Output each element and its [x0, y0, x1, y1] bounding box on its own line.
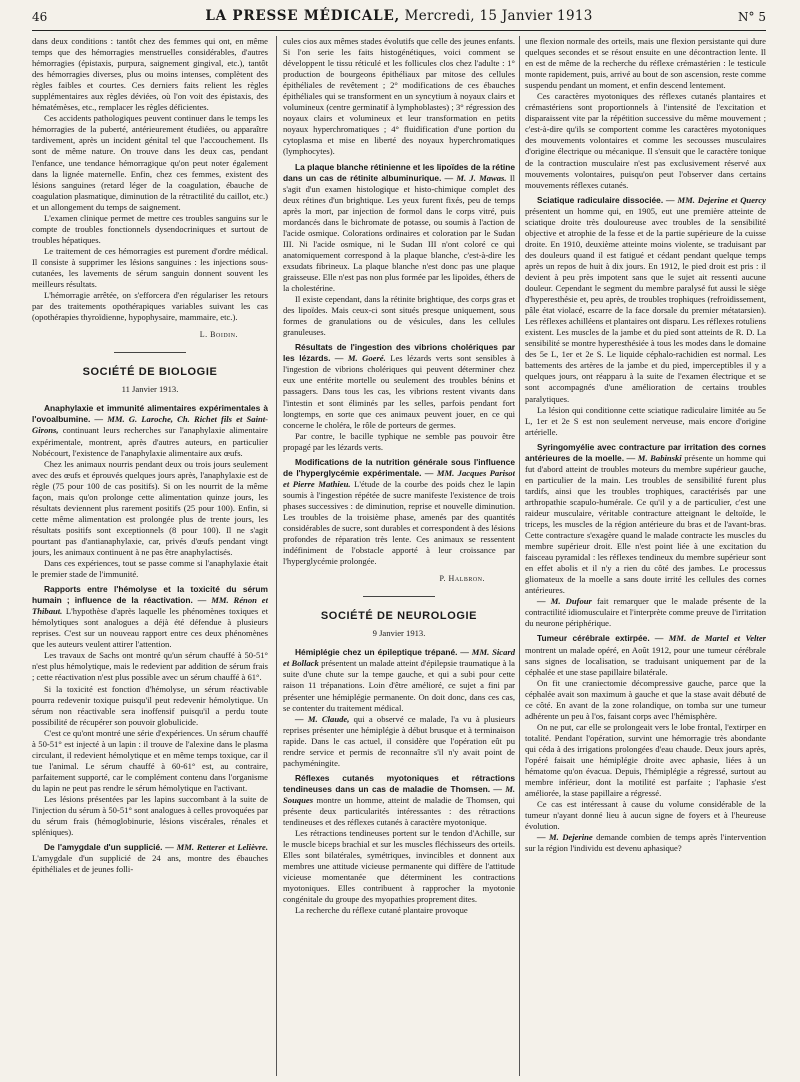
article-authors: — MM. Retterer et Lelièvre. [165, 842, 268, 853]
paragraph: Par contre, le bacille typhique ne semble pas pouvoir être propagé par les lézards verts. [283, 430, 515, 452]
page-number: 46 [32, 10, 48, 24]
section-divider [363, 596, 435, 597]
article-paragraph: La plaque blanche rétinienne et les lipoïdes de la rétine dans un cas de rétinite albuminurique. — M. J. Mawas. Il s'agit d'un examen histologique et histo-chimique complet des deux rétines d'un brightique. Les yeux furent fixés, peu de temps après la mort, par injection de formol dans le corps vitré, puis mordancés dans le bichromate de potasse, ou soumis à l'action de l'acide osmique. Colorations ordinaires et coloration par le Sudan III. Ni l'acide osmique, ni le Sudan III n'ont coloré ce qui anatomiquement correspond à la plaque blanche, c'est-à-dire les exsudats fibrineux. La plaque blanche n'est donc pas une plaque graisseuse. Elle n'est pas non plus formée par les lipoïdes, éthers de la cholestérine. [283, 161, 515, 294]
article-paragraph: Anaphylaxie et immunité alimentaires expérimentales à l'ovoalbumine. — MM. G. Laroche, Ch. Richet fils et Saint-Girons, continuant leurs recherches sur l'anaphylaxie alimentaire expérimentale, montrent, après d'autres auteurs, en particulier Nobécourt, l'existence de l'anaphylaxie alimentaire aux œufs. [32, 403, 268, 458]
article-authors: — M. Babinski [624, 452, 682, 463]
column-separator [276, 36, 277, 1076]
page-header [32, 4, 766, 28]
column-separator [519, 36, 520, 1076]
paragraph: On ne put, car elle se prolongeait vers le lobe frontal, l'extirper en totalité. Pendant l'opération, survint une hémorragie très abondante qui céda à des irrigations prolongées d'eau chaude. Deux jours après, l'opéré faisait une hémiplégie droite avec aphasie, liées à un hématome qu'on évacua. Depuis, l'hémiplégie a régressé, surtout au membre inférieur, dont la motilité est parfaite ; l'aphasie s'est améliorée, la stase papillaire a régressé. [525, 721, 766, 799]
article-paragraph: Tumeur cérébrale extirpée. — MM. de Martel et Velter montrent un malade opéré, en Août 1912, pour une tumeur cérébrale sans signes de localisation, se traduisant uniquement par de la céphalée et une stase papillaire bilatérale. [525, 633, 766, 677]
paragraph: Les lésions présentées par les lapins succombant à la suite de l'injection du sérum à 50-51° sont analogues à celles provoquées par du sérum frais (hémoglobinurie, lésions viscérales, rénales et spléniques). [32, 794, 268, 838]
section-title-biologie: SOCIÉTÉ DE BIOLOGIE [82, 366, 218, 379]
article-authors: — M. Claude, [295, 713, 350, 724]
column-1 [32, 36, 268, 1076]
article-paragraph: Hémiplégie chez un épileptique trépané. — MM. Sicard et Bollack présentent un malade atteint d'épilepsie traumatique à la suite d'une chute sur la tempe gauche, et qui a subi pour cette raison 11 trépanations. Loin d'être amélioré, ce sujet a fini par présenter une hémiplégie permanente. On doit donc, dans ces cas, se contenter du traitement médical. [283, 647, 515, 713]
paragraph: Ces caractères myotoniques des réflexes cutanés plantaires et crémastériens sont proportionnels à l'intensité de l'excitation et disparaissent vite par la répétition successive du même mouvement ; c'est-à-dire qu'ils se comportent comme les caractères myotoniques des mouvements volontaires et comme les secousses musculaires d'origine électrique ou mécanique. Il s'ensuit que le caractère tonique de la contraction musculaire n'est pas exclusivement réservé aux mouvements volontaires, puisqu'on peut l'observer dans certains mouvements réflexes cutanés. [525, 91, 766, 190]
article-heading: Syringomyélie avec contracture par irritation des cornes antérieures de la moelle. [525, 441, 766, 463]
paragraph: La lésion qui conditionne cette sciatique radiculaire limitée au 5e L, 1er et 2e S est non seulement nerveuse, mais encore d'origine artérielle. [525, 404, 766, 437]
article-paragraph: Réflexes cutanés myotoniques et rétractions tendineuses dans un cas de maladie de Thomsen. — M. Souques montre un homme, atteint de maladie de Thomsen, qui présente deux particularités intéressantes : des rétractions tendineuses et des réflexes cutanés à caractère myotonique. [283, 772, 515, 828]
article-authors: — M. Goeré. [330, 353, 386, 364]
paragraph: Ces accidents pathologiques peuvent continuer dans le temps les hémorragies de la puberté, antérieurement étudiées, ou apparaître tardivement, après un incident génital tel que l'accouchement. Ils sont de même nature. On trouve dans les deux cas, pendant l'enfance, une tendance hémorragique qu'on peut noter également dans la lignée maternelle. Enfin, chez ces femmes, existent des lésions sanguines (retard léger de la coagulation, ébauche de coagulation plasmatique, diminution de la rétractilité du caillot, etc.) et un allongement du temps de saignement. [32, 113, 268, 212]
article-paragraph: Syringomyélie avec contracture par irritation des cornes antérieures de la moelle. — M. Babinski présente un homme qui fut d'abord atteint de troubles moteurs du membre supérieur gauche, en particulier de la main. Les troubles de sensibilité furent plus tardifs, ainsi que les troubles trophiques, caractérisés par une arthropathie scapulo-humérale. Ce qu'il y a de particulier, c'est une raideur musculaire, véritable contracture atteignant le deltoïde, le triceps, les muscles de la région antérieure du bras et de l'avant-bras. Cette contracture s'exagère quand le malade contracte les muscles du membre supérieur droit. Elle n'est point liée à une excitation du faisceau pyramidal : les réflexes tendineux du membre supérieur sont en effet abolis et il n'y a rien du côté des jambes. Le processus gliomateux de la moelle a sans doute irrité les cellules des cornes antérieures. [525, 441, 766, 596]
paragraph: Chez les animaux nourris pendant deux ou trois jours seulement avec des œufs et éprouvés quelques jours après, l'anaphylaxie est de règle (75 pour 100 de cas positifs). Si on les nourrit de la même façon, mais qu'on prolonge cette alimentation quinze jours, les résultats deviennent plus rarement positifs (25 pour 100). Enfin, si cette même alimentation est prolongée plus de trente jours, les résultats positifs sont exceptionnels (8 pour 100). Il ne s'agit pourtant pas d'antianaphylaxie, car, privés d'œufs pendant vingt jours, les animaux continuent à ne pas être anaphylactisés. [32, 458, 268, 557]
column-2 [283, 36, 515, 1076]
article-paragraph: — M. Claude, qui a observé ce malade, l'a vu à plusieurs reprises présenter une hémiplégie à début brusque et à terminaison rapide. Dans le cas actuel, il considère que l'opération eût pu rendre service et permis de reconnaître s'il n'y avait point de pachyméningite. [283, 713, 515, 768]
paragraph: La recherche du réflexe cutané plantaire provoque [295, 905, 468, 916]
article-heading: Hémiplégie chez un épileptique trépané. [295, 647, 458, 658]
article-heading: Réflexes cutanés myotoniques et rétractions tendineuses dans un cas de maladie de Thomsen. [283, 772, 515, 794]
article-authors: — MM. Jacques Parisot et Pierre Mathieu. [283, 467, 515, 489]
article-heading: Modifications de la nutrition générale sous l'influence de l'hyperglycémie expérimentale. [283, 456, 515, 478]
article-paragraph: — M. Dufour fait remarquer que le malade présente de la contractilité idiomusculaire et l'interprète comme preuve de l'irritation du neurone périphérique. [525, 596, 766, 629]
journal-title [32, 8, 766, 24]
article-paragraph: Sciatique radiculaire dissociée. — MM. Dejerine et Quercy présentent un homme qui, en 1905, eut une première atteinte de sciatique droite très douloureuse avec troubles de la sensibilité objective et atrophie de la fesse et de la partie supérieure de la cuisse droite. En 1910, deuxième atteinte moins violente, se traduisant par des douleurs quand il est fatigué et cédant pendant quelque temps après un repos de huit à dix jours. En 1912, le pied droit est pris : il devient à peu près impotent sans que le sujet ait ressenti aucune douleur. Cependant le segment du membre paralysé fut aussi le siège d'hyperesthésie et, peu après, de troubles trophiques (refroidissement, pâle état violacé, escarre de la face dorsale du premier métatarsien). Les réflexes achilléens et plantaires ont disparu. Les réflexes rotuliens existent. Les muscles de la jambe et du pied sont atteints de R. D. La sensibilité se montre hyperesthésiée à tous les modes dans le domaine des 5e L, 1er et 2e S. Le liquide céphalo-rachidien est normal. Les battements des artères de la jambe et du pied, imperceptibles il y a quelques jours, ont réapparu à la suite de l'examen électrique et se sont accompagnés d'une amélioration de certains troubles paralytiques. [525, 194, 766, 404]
paragraph: une flexion normale des orteils, mais une flexion persistante qui dure quelques secondes et se résout ensuite en une décontraction lente. Il en est de même de la recherche du réflexe crémastérien : le testicule monte rapidement, puis, arrivé au bout de son ascension, reste comme suspendu pendant un moment, et enfin descend lentement. [525, 36, 766, 91]
article-paragraph: De l'amygdale d'un supplicié. — MM. Retterer et Lelièvre. L'amygdale d'un supplicié de 24 ans, montre des ébauches épithéliales et de jeunes folli- [32, 842, 268, 875]
paragraph: On fit une craniectomie décompressive gauche, parce que la céphalée avait son maximum à gauche et que la stase avait débuté de ce côté. En avant de la zone rolandique, on tomba sur une tumeur adhérente un peu à l'os, faisant corps avec l'hémisphère. [525, 677, 766, 721]
paragraph: Les rétractions tendineuses portent sur le tendon d'Achille, sur le muscle biceps brachial et sur les muscles fléchisseurs des orteils. Elles sont bilatérales, symétriques, invincibles et donnent aux membres une attitude vicieuse permanente qui diffère de l'attitude vicieuse momentanée que déterminent les contractions myotoniques. Elles contribuent à rapprocher la myotonie congénitale du groupe des myopathies proprement dites. [283, 828, 515, 905]
article-paragraph: Modifications de la nutrition générale sous l'influence de l'hyperglycémie expérimentale. — MM. Jacques Parisot et Pierre Mathieu. L'étude de la courbe des poids chez le lapin soumis à l'ingestion répétée de sucre manifeste l'existence de trois phases successives : de diminution, reprise et nouvelle diminution. Les troubles de la troisième phase, amenés par des quantités considérables de sucre, sont durables et correspondent à des lésions profondes de réparation très lente. Ces animaux se ressentent indéfiniment de l'obstacle apporté à leur croissance par l'hyperglycémie prolongée. [283, 456, 515, 567]
header-rule [32, 30, 766, 31]
section-title-neurologie: SOCIÉTÉ DE NEUROLOGIE [320, 610, 478, 623]
session-date: 9 Janvier 1913. [372, 628, 426, 639]
article-heading: De l'amygdale d'un supplicié. [44, 842, 163, 853]
paragraph: dans deux conditions : tantôt chez des femmes qui ont, en même temps que des hémorragies menstruelles considérables, d'autres hémorragies (épistaxis, purpura, saignement gingival, etc.), tantôt des hémorragies diverses, plus ou moins intenses, complètent des règles faibles et courtes. Ces derniers faits relient les règles supplémentaires aux règles déviées, où l'on voit des épistaxis, des hématémèses, etc., remplacer les règles déficientes. [32, 36, 268, 113]
session-date: 11 Janvier 1913. [121, 384, 179, 395]
article-authors: — MM. G. Laroche, Ch. Richet fils et Saint-Girons, [32, 414, 268, 436]
article-authors: — MM. Dejerine et Quercy [663, 194, 766, 205]
paragraph: Il existe cependant, dans la rétinite brightique, des corps gras et des lipoïdes. Mais ceux-ci sont situés presque uniquement, sous formes de granulations ou de vésicules, dans les cellules granuleuses. [283, 294, 515, 338]
article-heading: Sciatique radiculaire dissociée. [537, 194, 664, 205]
article-authors: — M. Dejerine [537, 832, 593, 843]
paragraph: Les travaux de Sachs ont montré qu'un sérum chauffé à 50-51° n'est plus hémolytique, mais le redevient par addition de sérum frais ; cette réactivation n'est plus possible avec un sérum chauffé à 61°. [32, 650, 268, 683]
paragraph: Ce cas est intéressant à cause du volume considérable de la tumeur n'ayant donné lieu à aucun signe de foyers et à l'heureuse évolution. [525, 799, 766, 832]
paragraph: L'examen clinique permet de mettre ces troubles sanguins sur le compte de troubles fonctionnels dysendocriniques et surtout de troubles hépatiques. [32, 212, 268, 245]
article-authors: — MM. Sicard et Bollack [283, 647, 515, 669]
paragraph: Le traitement de ces hémorragies est purement d'ordre médical. Il consiste à supprimer les lésions sanguines : les injections sous-cutanées, les lavements de sérum sanguin donnent souvent les meilleurs résultats. [32, 245, 268, 290]
article-authors: — M. Dufour [537, 596, 592, 607]
article-paragraph: — M. Dejerine demande combien de temps après l'intervention sur la région l'individu est devenu aphasique? [525, 832, 766, 854]
paragraph: L'hémorragie arrêtée, on s'efforcera d'en régulariser les retours par des traitements opothérapiques variables suivant les cas (opothérapies thyroïdienne, hypophysaire, mammaire, etc.). [32, 290, 268, 323]
article-heading: La plaque blanche rétinienne et les lipoïdes de la rétine dans un cas de rétinite albuminurique. [283, 161, 515, 183]
article-authors: — MM. Rénon et Thibaut. [32, 595, 268, 617]
article-authors: — M. J. Mawas. [441, 172, 507, 183]
section-divider [114, 352, 186, 353]
article-heading: Tumeur cérébrale extirpée. [537, 633, 650, 644]
paragraph: C'est ce qu'ont montré une série d'expériences. Un sérum chauffé à 50-51° est injecté à un lapin : il trouve de l'alexine dans le plasma circulant, il redevient hémolytique et en même temps toxique, car il tue l'animal. Le sérum chauffé à 60-61° est, au contraire, parfaitement supporté, car le complément contenu dans l'organisme du lapin ne peut pas rendre le sérum hémolytique en l'activant. [32, 727, 268, 793]
article-heading: Résultats de l'ingestion des vibrions cholériques par les lézards. [283, 342, 515, 364]
issue-number: N° 5 [738, 10, 766, 24]
issue-date: Mercredi, 15 Janvier 1913 [404, 8, 593, 24]
article-authors: — M. Souques [283, 783, 515, 805]
author-signature: P. Halbron. [439, 574, 485, 584]
article-paragraph: Résultats de l'ingestion des vibrions cholériques par les lézards. — M. Goeré. Les lézards verts sont sensibles à l'ingestion de vibrions cholériques qui peuvent déterminer chez eux une entérite mortelle ou seulement des troubles bénins et passagers. Dans tous les cas, les vibrions restent vivants dans l'intestin et sont éliminés par les selles, parfois pendant fort longtemps, en sorte que ces animaux peuvent jouer, en ce qui concerne le choléra, le rôle de porteurs de germes. [283, 342, 515, 430]
article-heading: Rapports entre l'hémolyse et la toxicité du sérum humain ; influence de la réactivation. [32, 584, 268, 606]
author-signature: L. Boidin. [199, 330, 238, 340]
paragraph: cules cios aux mêmes stades évolutifs que celle des jeunes enfants. Si l'on serie les faits histogénétiques, voici comment se développent le tissu réticulé et les follicules clos chez l'adulte : 1° production de bourgeons épithéliaux par mitose des cellules épithéliales de revêtement ; 2° modifications de ces ébauches épithéliales qui se transforment en un syncytium à noyaux clairs et volumineux (centre germinatif à lymphoblastes) ; 3° régression des noyaux clairs et volumineux et leur transformation en petits noyaux hyperchromatiques ; 4° fluidification d'une portion du cytoplasma et mise en liberté des noyaux hyperchromatiques (lymphocytes). [283, 36, 515, 157]
article-paragraph: Rapports entre l'hémolyse et la toxicité du sérum humain ; influence de la réactivation. — MM. Rénon et Thibaut. L'hypothèse d'après laquelle les phénomènes toxiques et hémolytiques sont analogues a déjà été défendue à plusieurs reprises. C'est sur un nouveau rapport entre ces deux phénomènes que les auteurs veulent attirer l'attention. [32, 584, 268, 650]
column-3 [525, 36, 766, 1076]
article-authors: — MM. de Martel et Velter [649, 633, 766, 644]
article-heading: Anaphylaxie et immunité alimentaires expérimentales à l'ovoalbumine. [32, 403, 268, 425]
journal-name: LA PRESSE MÉDICALE, [205, 8, 401, 24]
paragraph: Si la toxicité est fonction d'hémolyse, un sérum réactivable pourra redevenir toxique puisqu'il peut redevenir hémolytique. Un sérum non réactivable sera inoffensif puisqu'il a perdu toute possibilité de récupérer son pouvoir globulicide. [32, 683, 268, 727]
paragraph: Dans ces expériences, tout se passe comme si l'anaphylaxie était le premier stade de l'immunité. [32, 558, 268, 580]
